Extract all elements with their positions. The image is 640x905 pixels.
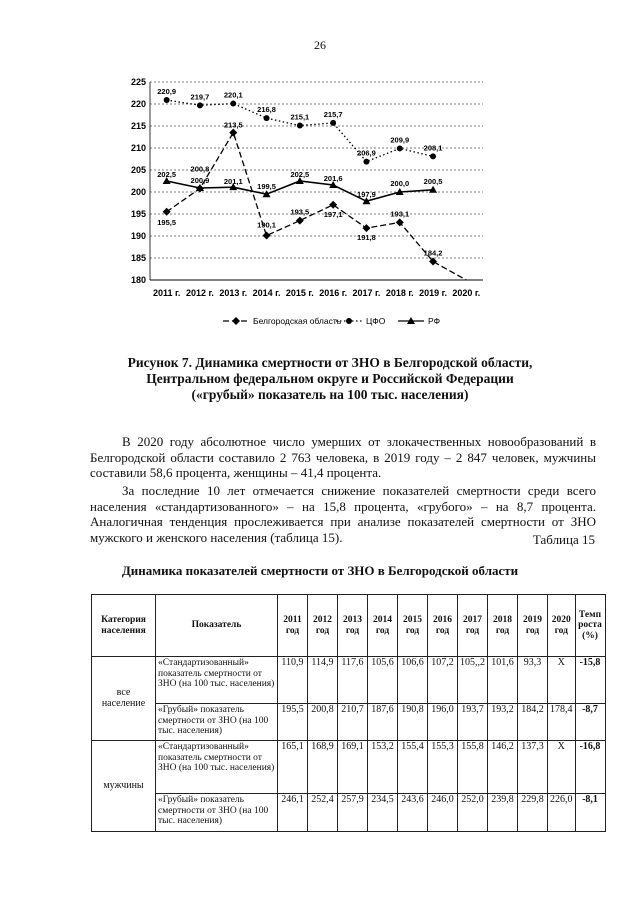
data-label: 200,9 [190, 176, 210, 186]
value-cell: 165,1 [278, 741, 308, 794]
value-cell: 234,5 [368, 794, 398, 832]
x-tick-label: 2017 г. [352, 288, 381, 298]
data-point-marker [363, 159, 369, 165]
data-point-marker [230, 101, 236, 107]
y-tick-label: 205 [130, 165, 146, 175]
y-tick-label: 210 [130, 143, 146, 153]
data-label: 197,9 [357, 190, 376, 200]
header-year: 2017 год [458, 595, 488, 657]
value-cell: Х [548, 741, 576, 794]
data-point-marker [264, 115, 270, 121]
table-header-row [92, 595, 606, 657]
value-cell: 106,6 [398, 657, 428, 704]
table-row [92, 657, 606, 704]
category-men: мужчины [92, 741, 156, 832]
value-cell: 200,8 [308, 704, 338, 741]
growth-rate-cell: -8,7 [575, 704, 605, 741]
value-cell: 239,8 [488, 794, 518, 832]
x-tick-label: 2018 г. [385, 288, 414, 298]
legend-label: ЦФО [366, 316, 386, 326]
header-year: 2012 год [308, 595, 338, 657]
header-year: 2018 год [488, 595, 518, 657]
legend-marker [232, 317, 240, 325]
paragraph-absolute-deaths: В 2020 году абсолютное число умерших от злокачественных новообразований в Белгородской области составило 2 763 человека, в 2019 году – 2 847 человек, мужчины составили 58,6 процента, женщины – 41,4 процента. [90, 434, 596, 480]
data-point-marker [330, 120, 336, 126]
x-tick-label: 2020 г. [452, 288, 481, 298]
x-tick-label: 2014 г. [252, 288, 281, 298]
figure-caption-line-1: Рисунок 7. Динамика смертности от ЗНО в Белгородской области, [127, 355, 533, 370]
value-cell: 210,7 [338, 704, 368, 741]
y-tick-label: 215 [130, 121, 146, 131]
header-year: 2019 год [518, 595, 548, 657]
data-label: 209,9 [390, 135, 410, 145]
value-cell: 229,8 [518, 794, 548, 832]
data-point-marker [263, 232, 271, 240]
y-tick-label: 185 [130, 253, 146, 263]
x-tick-label: 2019 г. [419, 288, 447, 298]
legend-marker [346, 318, 352, 324]
value-cell: 190,8 [398, 704, 428, 741]
value-cell: 137,3 [518, 741, 548, 794]
value-cell: 195,5 [278, 704, 308, 741]
value-cell: 246,1 [278, 794, 308, 832]
data-label: 202,5 [290, 170, 310, 179]
data-label: 195,5 [157, 217, 177, 227]
data-point-marker [163, 208, 171, 216]
growth-rate-cell: -16,8 [575, 741, 605, 794]
data-label: 219,7 [190, 92, 210, 102]
legend-label: Белгородская область [253, 316, 342, 326]
value-cell: 168,9 [308, 741, 338, 794]
data-label: 191,8 [357, 233, 376, 243]
indicator-cell: «Грубый» показатель смертности от ЗНО (на 100 тыс. населения) [156, 704, 278, 741]
header-indicator: Показатель [156, 595, 278, 657]
mortality-line-chart [118, 72, 488, 334]
value-cell: 110,9 [278, 657, 308, 704]
value-cell: 105,6 [368, 657, 398, 704]
data-point-marker [297, 123, 303, 129]
data-point-marker [164, 97, 170, 103]
header-year: 2011 год [278, 595, 308, 657]
value-cell: Х [548, 657, 576, 704]
y-tick-label: 190 [130, 231, 146, 241]
value-cell: 169,1 [338, 741, 368, 794]
growth-rate-cell: -15,8 [575, 657, 605, 704]
value-cell: 246,0 [428, 794, 458, 832]
data-label: 201,1 [223, 177, 243, 187]
value-cell: 226,0 [548, 794, 576, 832]
y-tick-label: 180 [130, 275, 146, 285]
indicator-cell: «Стандартизованный» показатель смертности от ЗНО (на 100 тыс. населения) [156, 741, 278, 794]
header-year: 2020 год [548, 595, 576, 657]
data-label: 193,1 [390, 209, 410, 219]
indicator-cell: «Грубый» показатель смертности от ЗНО (на 100 тыс. населения) [156, 794, 278, 832]
category-all-population: все население [92, 657, 156, 741]
data-label: 215,7 [323, 109, 343, 119]
table-label: Таблица 15 [532, 532, 595, 547]
data-point-marker [362, 224, 370, 232]
figure-caption-line-2: Центральном федеральном округе и Российской Федерации [146, 371, 514, 386]
value-cell: 101,6 [488, 657, 518, 704]
value-cell: 155,8 [458, 741, 488, 794]
data-point-marker [397, 145, 403, 151]
indicator-cell: «Стандартизованный» показатель смертности от ЗНО (на 100 тыс. населения) [156, 657, 278, 704]
value-cell: 155,3 [428, 741, 458, 794]
data-label: 201,6 [323, 173, 343, 183]
data-label: 208,1 [423, 143, 443, 153]
y-tick-label: 200 [130, 187, 146, 197]
header-year: 2016 год [428, 595, 458, 657]
data-label: 216,8 [257, 105, 276, 115]
y-tick-label: 195 [130, 209, 146, 219]
data-label: 184,2 [423, 248, 443, 258]
value-cell: 114,9 [308, 657, 338, 704]
data-label: 215,1 [290, 112, 310, 122]
y-tick-label: 225 [130, 77, 146, 87]
header-year: 2015 год [398, 595, 428, 657]
data-label: 193,5 [290, 207, 310, 217]
data-label: 197,1 [323, 209, 343, 219]
header-category: Категория населения [92, 595, 156, 657]
data-point-marker [296, 217, 304, 225]
x-tick-label: 2013 г. [219, 288, 248, 298]
x-tick-label: 2012 г. [186, 288, 214, 298]
data-label: 202,5 [157, 170, 177, 179]
value-cell: 178,4 [548, 704, 576, 741]
value-cell: 153,2 [368, 741, 398, 794]
table-row [92, 794, 606, 832]
data-point-marker [197, 102, 203, 108]
figure-caption [100, 355, 560, 403]
series-line [167, 100, 433, 162]
data-label: 200,8 [190, 164, 210, 174]
value-cell: 252,4 [308, 794, 338, 832]
data-point-marker [430, 153, 436, 159]
table-title: Динамика показателей смертности от ЗНО в Белгородской области [121, 563, 519, 578]
header-growth-rate: Темп роста (%) [575, 595, 605, 657]
data-point-marker [229, 129, 237, 137]
value-cell: 146,2 [488, 741, 518, 794]
value-cell: 117,6 [338, 657, 368, 704]
data-label: 220,9 [157, 87, 177, 97]
header-year: 2013 год [338, 595, 368, 657]
mortality-table [91, 594, 606, 832]
value-cell: 193,7 [458, 704, 488, 741]
x-tick-label: 2015 г. [285, 288, 314, 298]
page-number: 26 [314, 38, 326, 52]
value-cell: 187,6 [368, 704, 398, 741]
table-row [92, 741, 606, 794]
data-label: 200,5 [423, 176, 443, 186]
legend-label: РФ [428, 316, 441, 326]
data-label: 206,9 [357, 148, 376, 158]
value-cell: 243,6 [398, 794, 428, 832]
data-label: 190,1 [257, 220, 276, 230]
value-cell: 105,,2 [458, 657, 488, 704]
table-row [92, 704, 606, 741]
y-tick-label: 220 [130, 99, 146, 109]
value-cell: 252,0 [458, 794, 488, 832]
value-cell: 184,2 [518, 704, 548, 741]
value-cell: 155,4 [398, 741, 428, 794]
data-label: 199,5 [257, 182, 276, 192]
figure-caption-line-3: («грубый» показатель на 100 тыс. населения) [191, 387, 469, 402]
growth-rate-cell: -8,1 [575, 794, 605, 832]
header-year: 2014 год [368, 595, 398, 657]
value-cell: 196,0 [428, 704, 458, 741]
data-label: 213,5 [223, 120, 243, 130]
x-tick-label: 2016 г. [319, 288, 348, 298]
data-label: 220,1 [223, 90, 243, 100]
value-cell: 193,2 [488, 704, 518, 741]
value-cell: 107,2 [428, 657, 458, 704]
value-cell: 257,9 [338, 794, 368, 832]
data-label: 200,0 [390, 179, 410, 188]
x-tick-label: 2011 г. [152, 288, 181, 298]
value-cell: 93,3 [518, 657, 548, 704]
paragraph-decline-trend: За последние 10 лет отмечается снижение показателей смертности среди всего населения «стандартизованного» – на 15,8 процента, «грубого» – на 8,7 процента. Аналогичная тенденция прослеживается при анализе показателей смертности от ЗНО мужского и женского населения (таблица 15). [90, 483, 596, 545]
